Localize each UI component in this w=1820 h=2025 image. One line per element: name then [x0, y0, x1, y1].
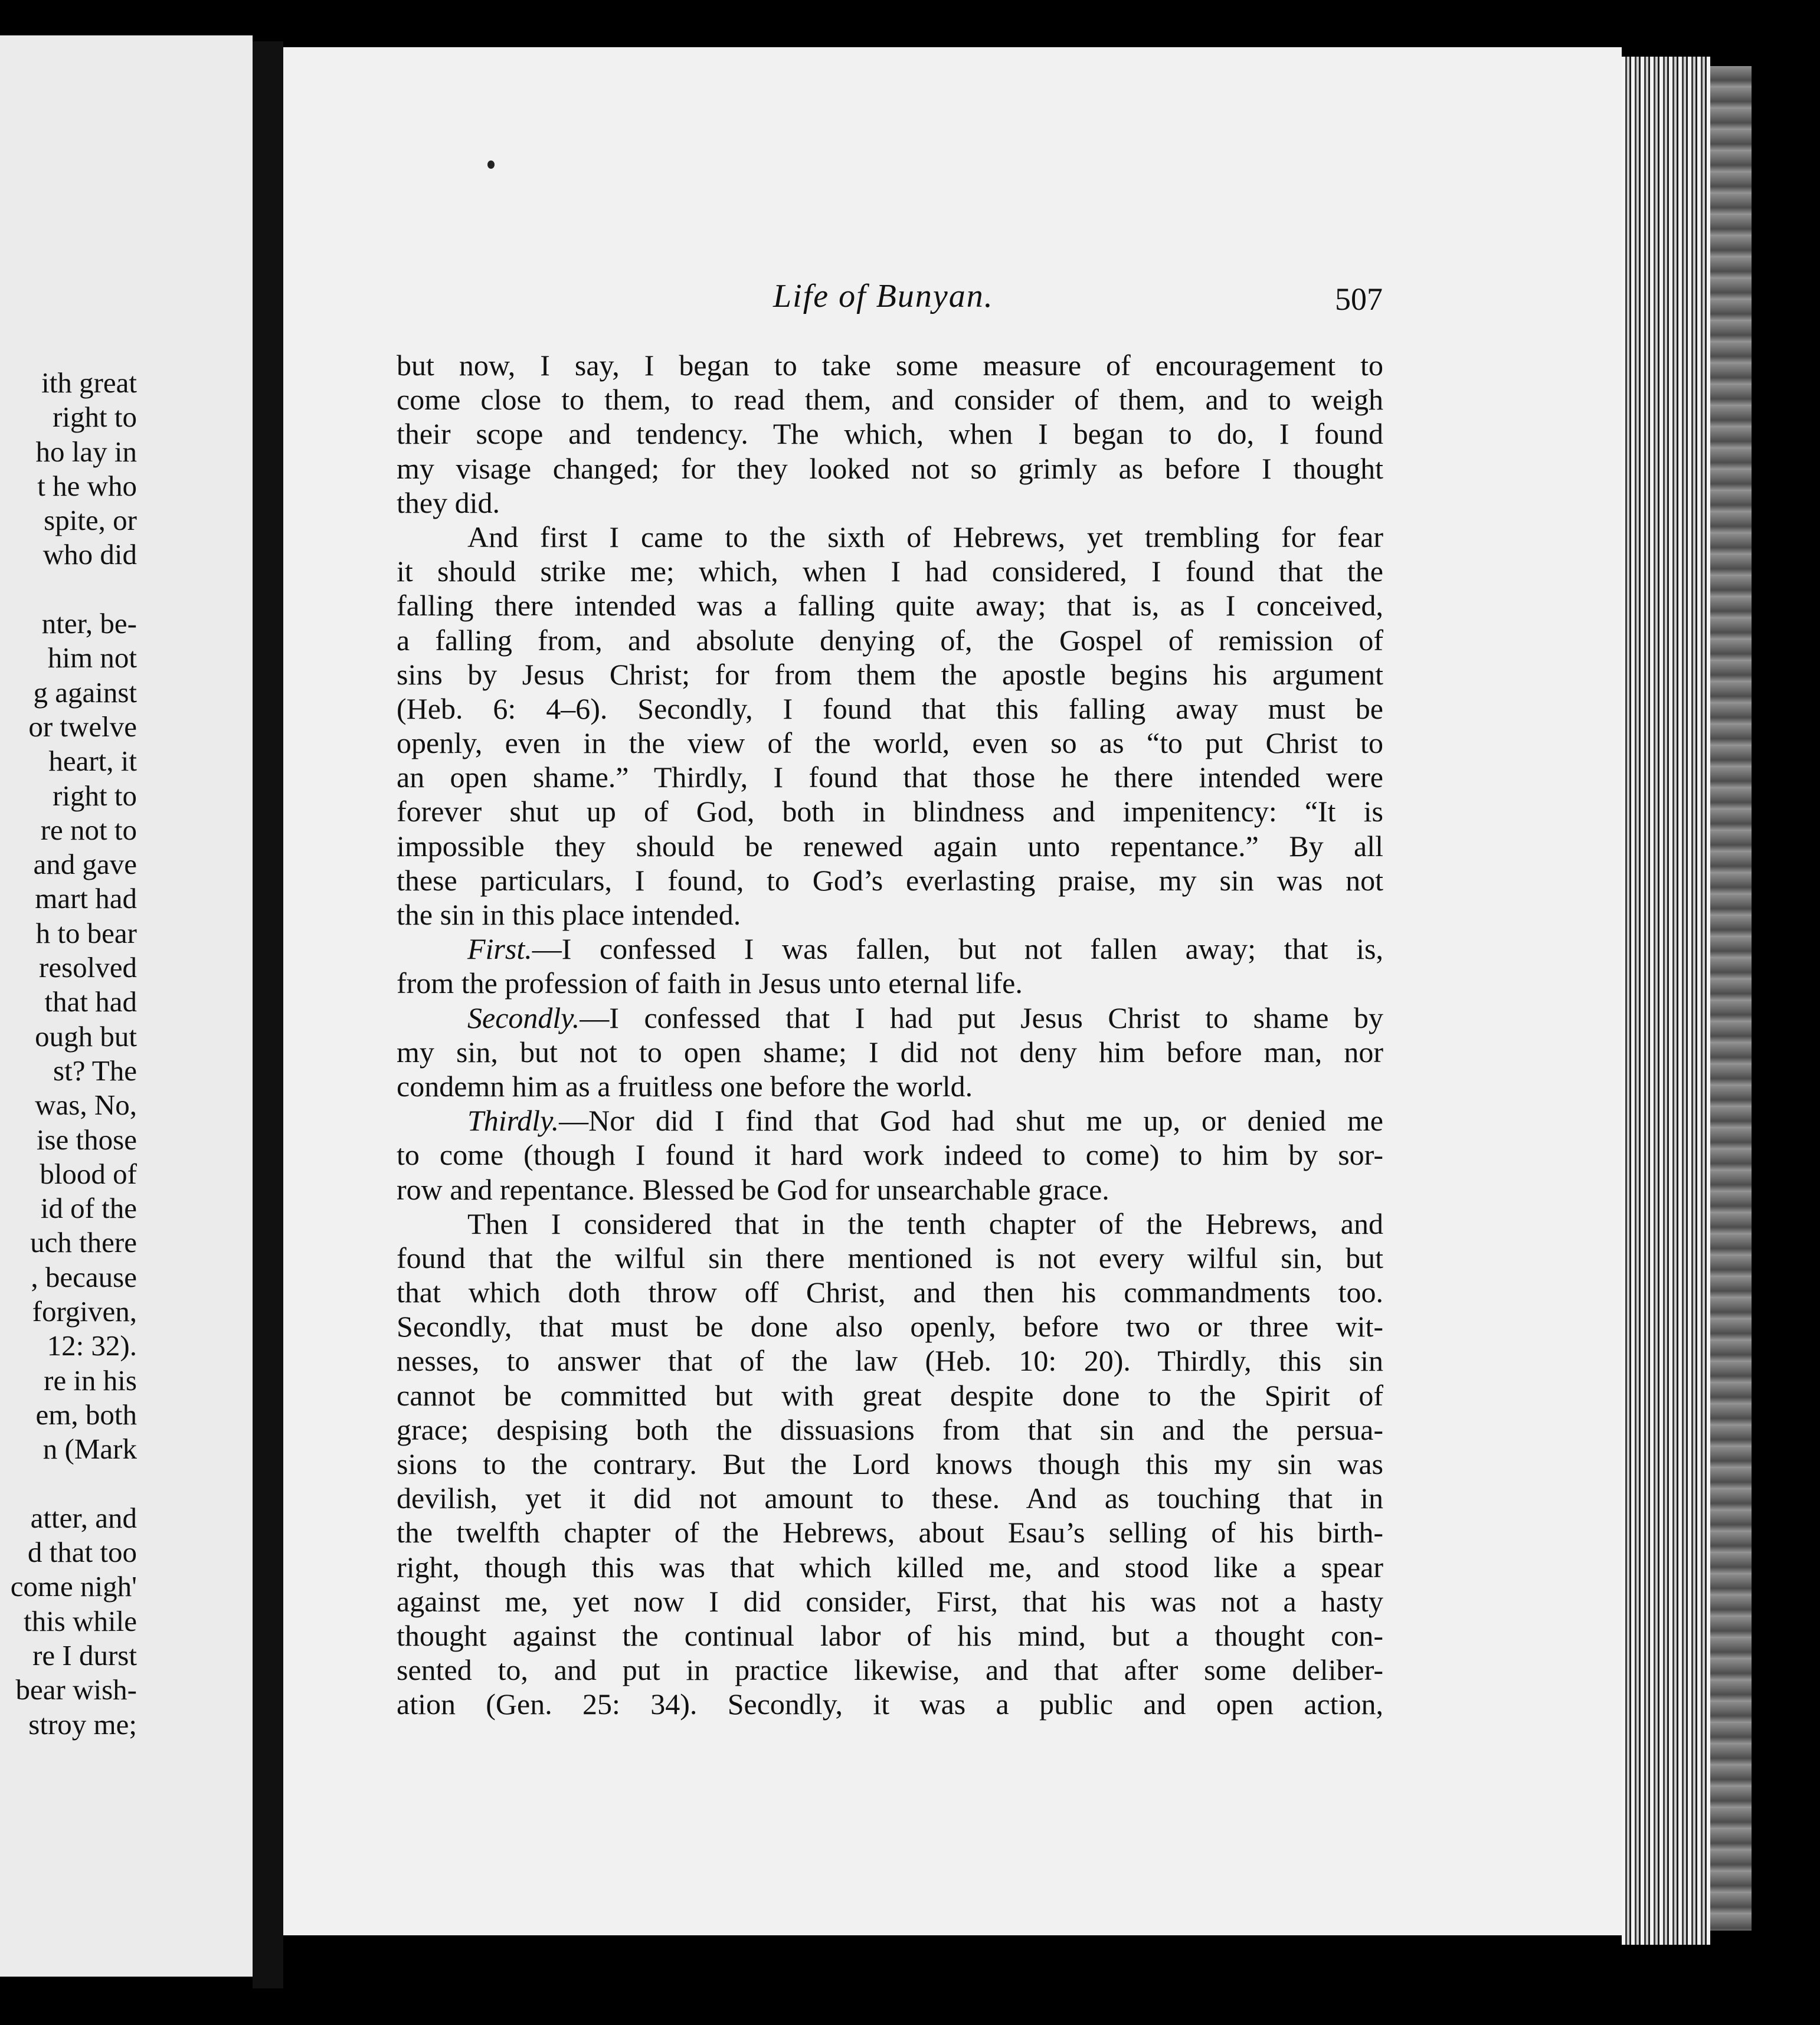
text-line: an open shame.” Thirdly, I found that those he there intended were — [397, 761, 1383, 794]
text-line: And first I came to the sixth of Hebrews, yet trembling for fear — [467, 520, 1383, 553]
text-line: forever shut up of God, both in blindness and impenitency: “It is — [397, 795, 1383, 828]
text-line: sins by Jesus Christ; for from them the apostle begins his argument — [397, 657, 1383, 691]
text-line: Then I considered that in the tenth chapter of the Hebrews, and — [467, 1207, 1383, 1240]
running-head: Life of Bunyan. — [773, 278, 994, 314]
facing-line: uch there — [30, 1226, 137, 1259]
facing-line: id of the — [40, 1192, 137, 1225]
facing-line: t he who — [37, 469, 137, 502]
text-line: my sin, but not to open shame; I did not deny him before man, nor — [397, 1035, 1383, 1069]
text-line: but now, I say, I began to take some measure of encouragement to — [397, 349, 1383, 382]
text-line: falling there intended was a falling quite away; that is, as I conceived, — [397, 589, 1383, 622]
text-line: condemn him as a fruitless one before the world. — [397, 1069, 973, 1103]
text-line: come close to them, to read them, and consider of them, and to weigh — [397, 383, 1383, 417]
book-gutter — [253, 41, 283, 1988]
text-line: right, though this was that which killed me, and stood like a spear — [397, 1550, 1383, 1584]
text-line: devilish, yet it did not amount to these. And as touching that in — [397, 1482, 1383, 1515]
facing-line: , because — [31, 1260, 137, 1293]
facing-line: this while — [24, 1604, 137, 1637]
paragraph-lead: Thirdly. — [467, 1104, 559, 1138]
facing-line: blood of — [40, 1157, 137, 1190]
facing-line: heart, it — [48, 745, 137, 778]
text-line: row and repentance. Blessed be God for unsearchable grace. — [397, 1172, 1109, 1206]
text-line: impossible they should be renewed again unto repentance.” By all — [397, 829, 1383, 863]
text-line: Secondly, that must be done also openly, before two or three wit- — [397, 1310, 1383, 1344]
text-line: sions to the contrary. But the Lord knows though this my sin was — [397, 1447, 1383, 1480]
facing-line: st? The — [53, 1054, 137, 1087]
text-line: ation (Gen. 25: 34). Secondly, it was a public and open action, — [397, 1688, 1383, 1721]
facing-line: g against — [33, 676, 137, 709]
facing-line: ho lay in — [35, 435, 137, 468]
facing-line: atter, and — [30, 1501, 137, 1534]
facing-line: mart had — [35, 882, 137, 915]
paragraph-lead: First. — [467, 932, 532, 966]
text-line: my visage changed; for they looked not so grimly as before I thought — [397, 451, 1383, 485]
page-number: 507 — [1335, 281, 1383, 317]
facing-line: em, both — [35, 1398, 137, 1431]
text-line: Thirdly.—Nor did I find that God had shut me up, or denied me — [467, 1104, 1383, 1138]
text-line: openly, even in the view of the world, even so as “to put Christ to — [397, 726, 1383, 760]
paragraph-lead: Secondly. — [467, 1001, 580, 1034]
text-line: (Heb. 6: 4–6). Secondly, I found that this falling away must be — [397, 692, 1383, 725]
body-text — [397, 348, 1383, 1722]
text-line: Secondly.—I confessed that I had put Jesus Christ to shame by — [467, 1001, 1383, 1034]
facing-line: re in his — [44, 1364, 137, 1397]
text-line: that which doth throw off Christ, and then his commandments too. — [397, 1276, 1383, 1309]
text-line: to come (though I found it hard work indeed to come) to him by sor- — [397, 1138, 1383, 1172]
facing-line: right to — [53, 779, 137, 812]
facing-line: ough but — [35, 1020, 137, 1053]
facing-line: spite, or — [44, 504, 137, 537]
facing-line: ise those — [36, 1123, 137, 1156]
text-line: the sin in this place intended. — [397, 898, 741, 931]
facing-line: resolved — [39, 951, 137, 984]
facing-line: was, No, — [35, 1089, 137, 1122]
facing-line: stroy me; — [28, 1708, 137, 1741]
facing-line: 12: 32). — [47, 1329, 137, 1362]
facing-line: h to bear — [35, 916, 137, 949]
facing-page — [0, 35, 253, 1977]
text-line: cannot be committed but with great despite done to the Spirit of — [397, 1378, 1383, 1412]
facing-page-text — [0, 366, 137, 1742]
page-edges — [1622, 57, 1710, 1945]
facing-line: re I durst — [32, 1639, 137, 1672]
text-line: nesses, to answer that of the law (Heb. 10: 20). Thirdly, this sin — [397, 1344, 1383, 1378]
text-line: these particulars, I found, to God’s everlasting praise, my sin was not — [397, 863, 1383, 897]
facing-line: ith great — [41, 366, 137, 399]
book-cover-edge — [1710, 66, 1752, 1931]
facing-line: re not to — [40, 813, 137, 846]
text-line: sented to, and put in practice likewise, and that after some deliber- — [397, 1653, 1383, 1687]
text-line: a falling from, and absolute denying of, the Gospel of remission of — [397, 623, 1383, 657]
text-line: the twelfth chapter of the Hebrews, about Esau’s selling of his birth- — [397, 1516, 1383, 1549]
text-line: First.—I confessed I was fallen, but not fallen away; that is, — [467, 932, 1383, 966]
facing-line: nter, be- — [41, 607, 137, 640]
text-line: thought against the continual labor of his mind, but a thought con- — [397, 1618, 1383, 1652]
facing-line: forgiven, — [32, 1295, 137, 1328]
text-line: they did. — [397, 486, 500, 519]
facing-line: or twelve — [28, 710, 137, 743]
text-line: grace; despising both the dissuasions from that sin and the persua- — [397, 1413, 1383, 1446]
facing-line: that had — [44, 985, 137, 1018]
ink-speck — [487, 160, 495, 169]
facing-line — [0, 1467, 137, 1501]
facing-line — [0, 572, 137, 607]
text-line: found that the wilful sin there mentioned is not every wilful sin, but — [397, 1241, 1383, 1274]
facing-line: right to — [53, 401, 137, 434]
text-line: against me, yet now I did consider, First, that his was not a hasty — [397, 1584, 1383, 1618]
facing-line: n (Mark — [42, 1433, 137, 1466]
text-line: their scope and tendency. The which, when I began to do, I found — [397, 417, 1383, 451]
facing-line: d that too — [27, 1536, 137, 1569]
text-line: from the profession of faith in Jesus unto eternal life. — [397, 966, 1023, 1000]
facing-line: him not — [47, 641, 137, 674]
facing-line: who did — [42, 538, 137, 571]
facing-line: and gave — [33, 848, 137, 881]
text-line: it should strike me; which, when I had considered, I found that the — [397, 555, 1383, 588]
facing-line: bear wish- — [15, 1673, 137, 1706]
facing-line: come nigh' — [10, 1570, 137, 1603]
